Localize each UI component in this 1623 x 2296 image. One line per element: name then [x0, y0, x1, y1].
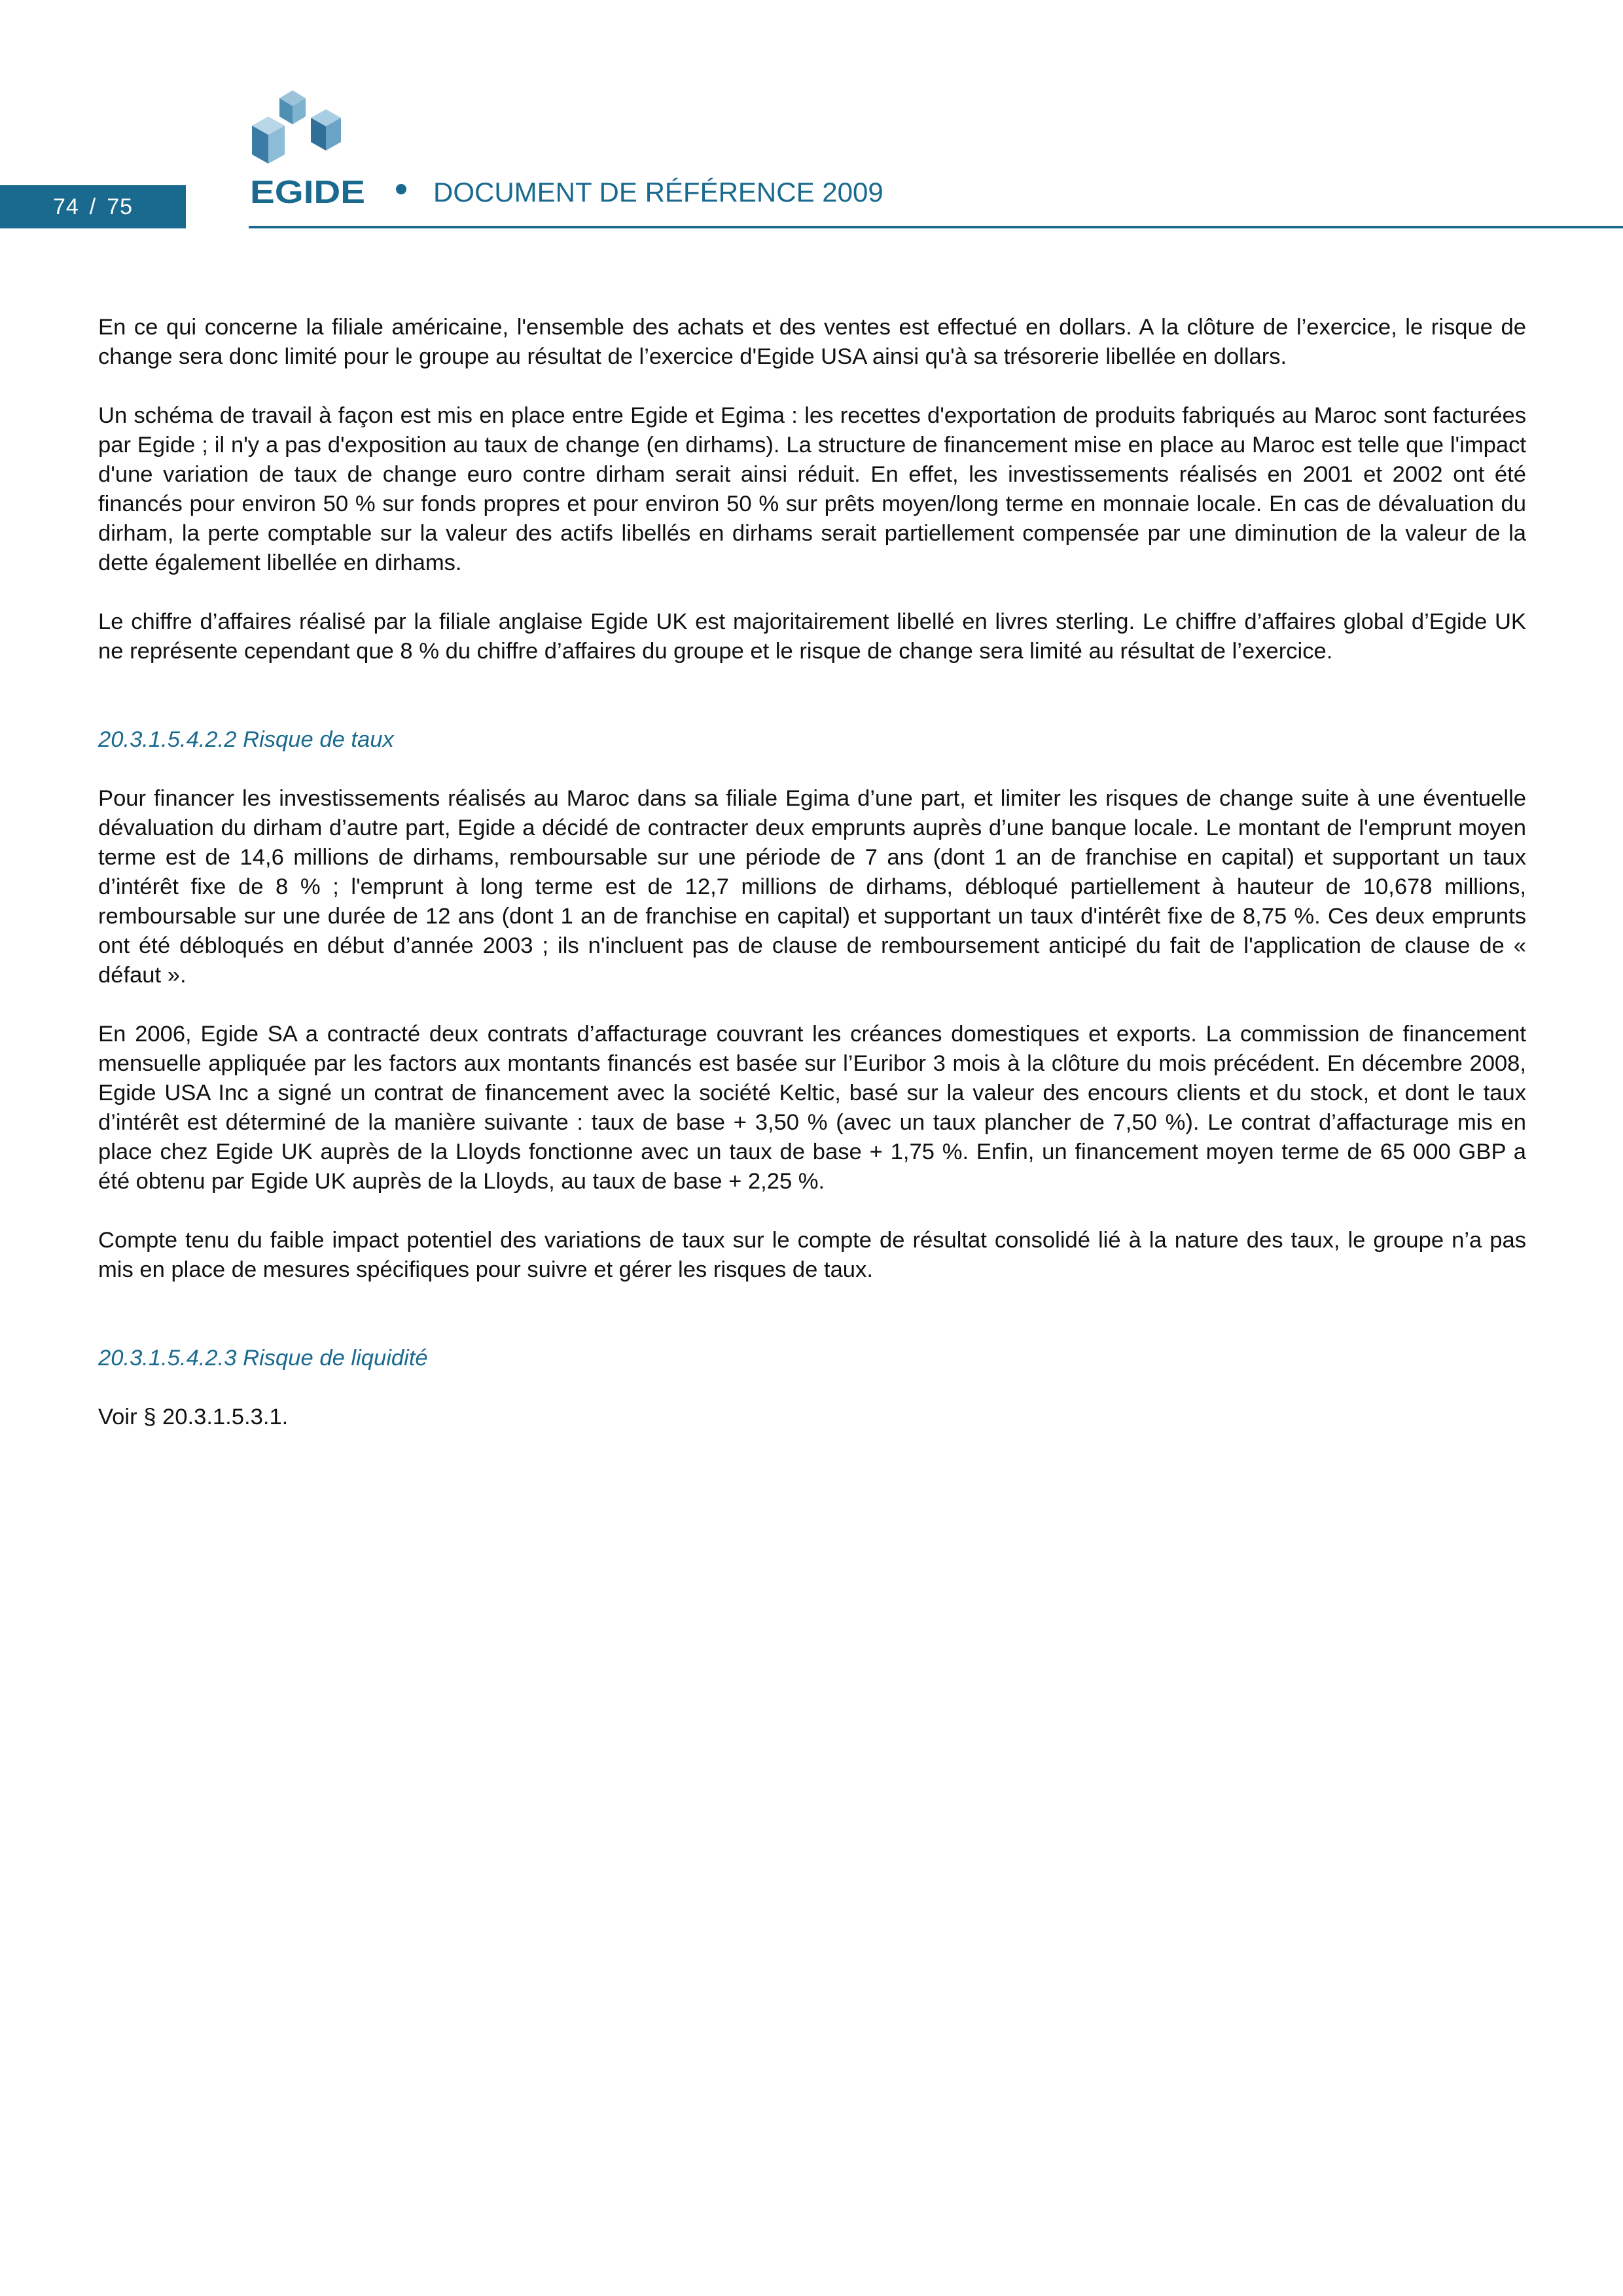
page-current: 74 [52, 194, 79, 219]
logo-wordmark: EGIDE [250, 175, 365, 206]
paragraph-uk-subsidiary: Le chiffre d’affaires réalisé par la filiale anglaise Egide UK est majoritairement libellé en livres sterling. Le chiffre d’affaires global d’Egide UK ne représente cependant que 8 % du chiffre d’affaires du groupe et le risque de change sera limité au résultat de l’exercice. [98, 609, 1526, 664]
paragraph-loans: Pour financer les investissements réalisés au Maroc dans sa filiale Egima d’une part, et limiter les risques de change suite à une éventuelle dévaluation du dirham d’autre part, Egide a décidé de contracter deux emprunts auprès d’une banque locale. Le montant de l'emprunt moyen terme est de 14,6 millions de dirhams, remboursable sur une période de 7 ans (dont 1 an de franchise en capital) et supportant un taux d’intérêt fixe de 8 % ; l'emprunt à long terme est de 12,7 millions de dirhams, débloqué partiellement à hauteur de 10,678 millions, remboursable sur une durée de 12 ans (dont 1 an de franchise en capital) et supportant un taux d'intérêt fixe de 8,75 %. Ces deux emprunts ont été débloqués en début d’année 2003 ; ils n'incluent pas de clause de remboursement anticipé du fait de l'application de clause de « défaut ». [98, 786, 1526, 988]
paragraph-rate-impact: Compte tenu du faible impact potentiel des variations de taux sur le compte de résultat consolidé lié à la nature des taux, le groupe n’a pas mis en place de mesures spécifiques pour suivre et gérer les risques de taux. [98, 1228, 1526, 1282]
page-number-badge [0, 185, 186, 228]
egide-logo [249, 85, 366, 206]
page-total: 75 [107, 194, 134, 219]
header-bullet [396, 184, 406, 194]
paragraph-us-subsidiary: En ce qui concerne la filiale américaine, l'ensemble des achats et des ventes est effectué en dollars. A la clôture de l’exercice, le risque de change sera donc limité pour le groupe au résultat de l’exercice d'Egide USA ainsi qu'à sa trésorerie libellée en dollars. [98, 315, 1526, 369]
document-title: DOCUMENT DE RÉFÉRENCE 2009 [433, 177, 883, 207]
section-heading-liquidity-risk: 20.3.1.5.4.2.3 Risque de liquidité [98, 1346, 428, 1371]
page-separator: / [89, 194, 97, 219]
page-body [98, 313, 1526, 1462]
paragraph-see-reference: Voir § 20.3.1.5.3.1. [98, 1405, 289, 1429]
section-heading-interest-rate-risk: 20.3.1.5.4.2.2 Risque de taux [98, 727, 394, 752]
header-divider [249, 226, 1623, 228]
paragraph-factoring: En 2006, Egide SA a contracté deux contrats d’affacturage couvrant les créances domestiques et exports. La commission de financement mensuelle appliquée par les factors aux montants financés est basée sur l’Euribor 3 mois à la clôture du mois précédent. En décembre 2008, Egide USA Inc a signé un contrat de financement avec la société Keltic, basé sur la valeur des encours clients et du stock, et dont le taux d’intérêt est déterminé de la manière suivante : taux de base + 3,50 % (avec un taux plancher de 7,50 %). Le contrat d’affacturage mis en place chez Egide UK auprès de la Lloyds fonctionne avec un taux de base + 1,75 %. Enfin, un financement moyen terme de 65 000 GBP a été obtenu par Egide UK auprès de la Lloyds, au taux de base + 2,25 %. [98, 1022, 1526, 1194]
paragraph-morocco-financing: Un schéma de travail à façon est mis en place entre Egide et Egima : les recettes d'exportation de produits fabriqués au Maroc sont facturées par Egide ; il n'y a pas d'exposition au taux de change (en dirhams). La structure de financement mise en place au Maroc est telle que l'impact d'une variation de taux de change euro contre dirham serait ainsi réduit. En effet, les investissements réalisés en 2001 et 2002 ont été financés pour environ 50 % sur fonds propres et pour environ 50 % sur prêts moyen/long terme en monnaie locale. En cas de dévaluation du dirham, la perte comptable sur la valeur des actifs libellés en dirhams serait partiellement compensée par une diminution de la valeur de la dette également libellée en dirhams. [98, 403, 1526, 575]
